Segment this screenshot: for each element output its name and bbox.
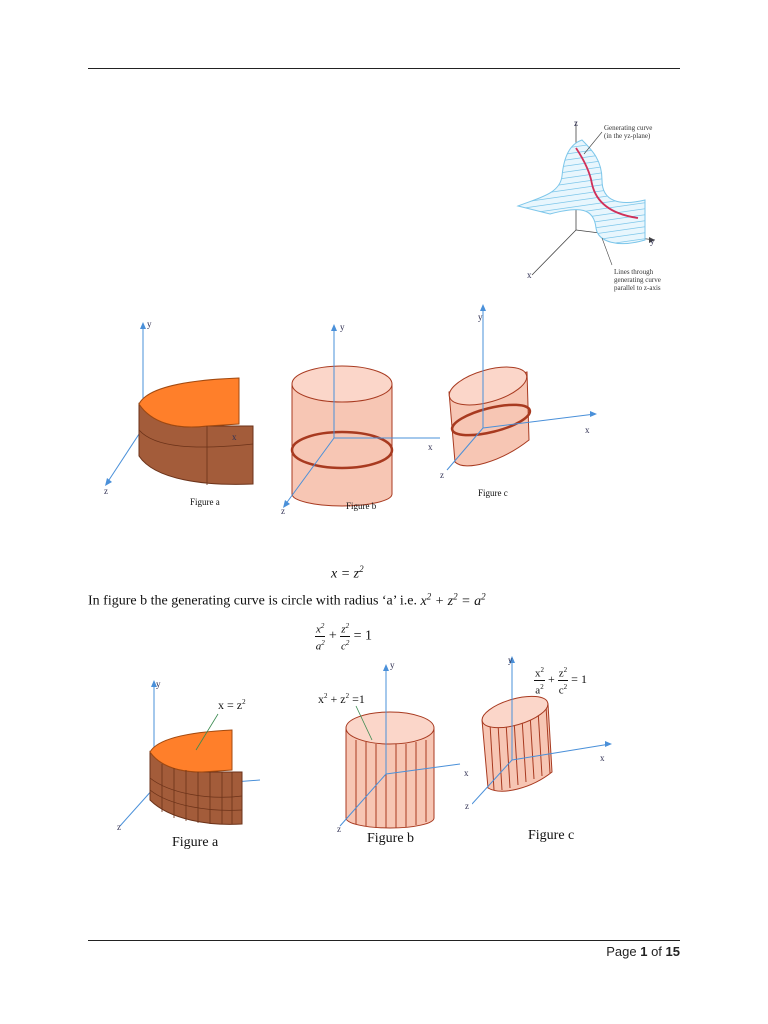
- r2b-axis-y: y: [390, 660, 395, 670]
- row1-figure-c-label: Figure c: [478, 488, 508, 498]
- row2-figure-a: [110, 678, 270, 838]
- page-number: Page 1 of 15: [606, 944, 680, 959]
- r1b-axis-z: z: [281, 506, 285, 516]
- r1b-axis-x: x: [428, 442, 433, 452]
- equation-x-equals-z-squared: $x = z^2$: [331, 564, 364, 582]
- row1-figure-b-label: Figure b: [346, 501, 377, 511]
- row1-figure-a: [95, 318, 265, 498]
- r2c-axis-y: y: [508, 655, 513, 665]
- r1a-axis-x: x: [232, 432, 237, 442]
- top-fig-axis-x: x: [527, 270, 532, 280]
- top-fig-axis-y: y: [650, 236, 655, 246]
- r2b-axis-z: z: [337, 824, 341, 834]
- footer-rule: [88, 940, 680, 941]
- row2-figure-b-equation: $x^2 + z^2 =1$: [318, 692, 365, 706]
- row2-figure-c-equation: $\frac{x^2}{a^2}$ + $\frac{z^2}{c^2}$ = 1: [535, 666, 587, 697]
- r2a-axis-y: y: [156, 679, 161, 689]
- row1-figure-c: [435, 300, 605, 490]
- r1b-axis-y: y: [340, 322, 345, 332]
- row2-figure-b-label: Figure b: [367, 831, 415, 846]
- row2-figure-a-equation: $x = z^2$: [218, 698, 246, 712]
- r1c-axis-z: z: [440, 470, 444, 480]
- top-fig-axis-z: z: [574, 118, 578, 128]
- equation-ellipse: $\frac{x^2}{a^2}$ + $\frac{z^2}{c^2}$ = 1: [315, 622, 372, 653]
- r2c-axis-x: x: [600, 753, 605, 763]
- lines-through-label: Lines through generating curve parallel to z-axis: [614, 268, 661, 292]
- r2c-axis-z: z: [465, 801, 469, 811]
- header-rule: [88, 68, 680, 69]
- r2a-axis-z: z: [117, 822, 121, 832]
- row2-figure-a-label: Figure a: [172, 835, 219, 850]
- r1a-axis-z: z: [104, 486, 108, 496]
- row1-figure-a-label: Figure a: [190, 497, 220, 507]
- r1c-axis-y: y: [478, 312, 483, 322]
- r1a-axis-y: y: [147, 319, 152, 329]
- row1-figure-b: [275, 320, 445, 520]
- r2b-axis-x: x: [464, 768, 469, 778]
- r1c-axis-x: x: [585, 425, 590, 435]
- row2-figure-c-label: Figure c: [528, 828, 575, 843]
- body-text-line: In figure b the generating curve is circle with radius ‘a’ i.e. $x^2 + z^2 = a^2$: [88, 591, 486, 609]
- generating-curve-figure: [510, 110, 695, 300]
- generating-curve-label: Generating curve (in the yz-plane): [604, 124, 653, 140]
